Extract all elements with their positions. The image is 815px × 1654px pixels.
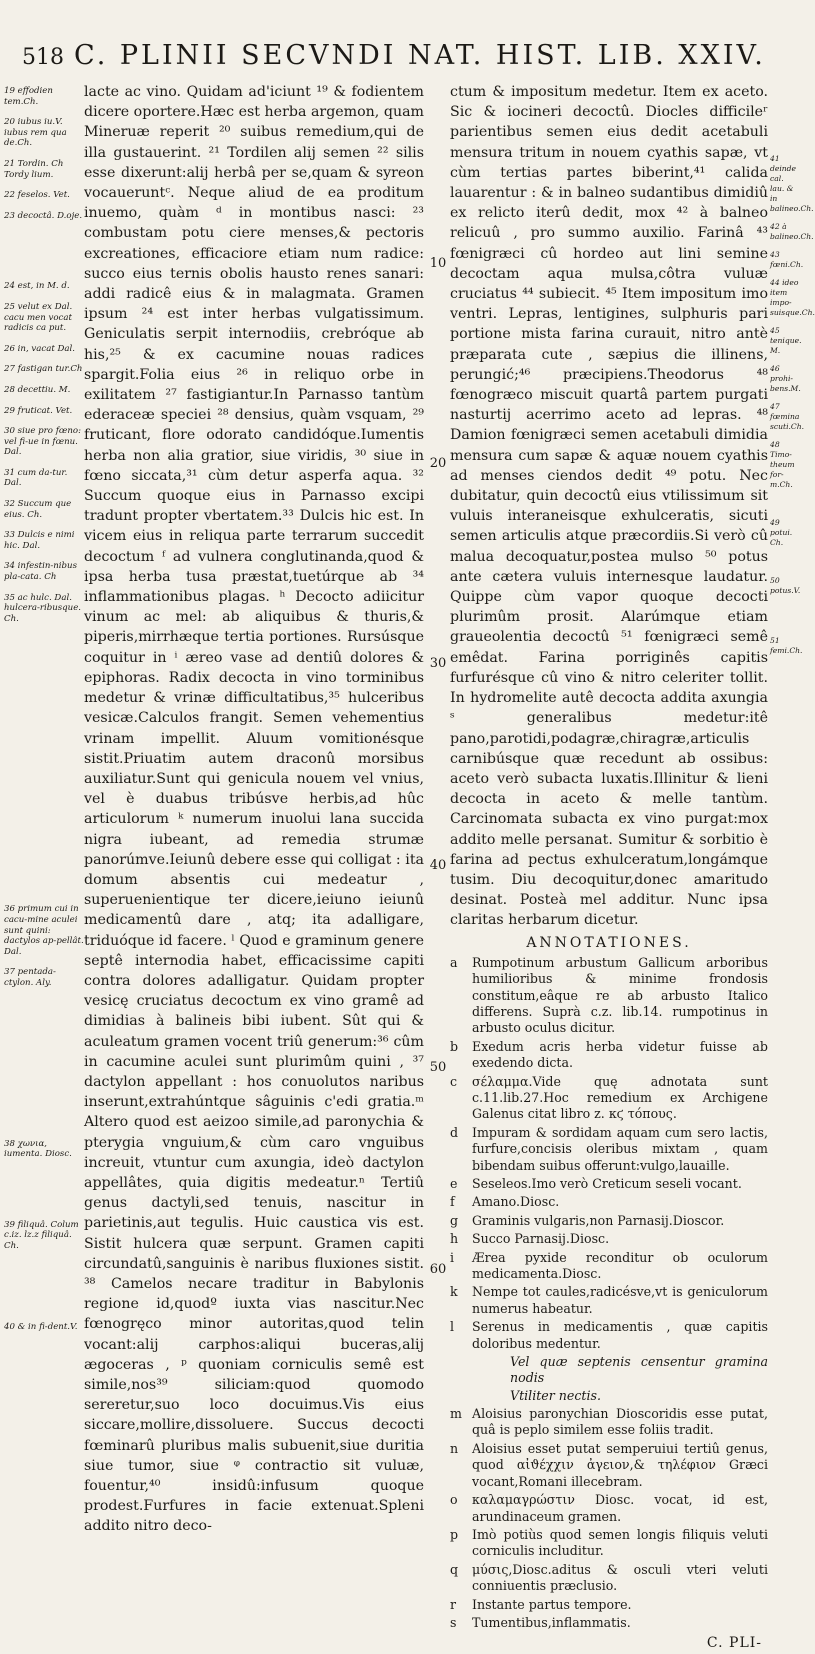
right-text-column bbox=[450, 82, 768, 1652]
annotation-letter: m bbox=[450, 1406, 462, 1422]
margin-note: 40 & in fi-dent.V. bbox=[4, 1321, 78, 1332]
annotation-text: Nempe tot caules,radicésve,vt is geniculorum numerus habeatur. bbox=[472, 1284, 768, 1316]
page-number: 518 bbox=[22, 45, 64, 70]
annotation-text: Imò potiùs quod semen longis filiquis veluti corniculis includitur. bbox=[472, 1526, 768, 1559]
annotation-letter: g bbox=[450, 1212, 459, 1228]
margin-note: 36 primum cui in cacu-mine aculei sunt quini: dactylos ap-pellât. Dal. bbox=[4, 904, 84, 957]
margin-note: 38 χωνια, iumenta. Diosc. bbox=[4, 1138, 72, 1160]
annotation-letter: h bbox=[450, 1231, 459, 1247]
margin-note: 44 ideo item impo-suisque.Ch. bbox=[770, 278, 815, 317]
page-header bbox=[22, 40, 782, 84]
annotation-item bbox=[450, 1527, 768, 1560]
annotation-item bbox=[450, 1562, 768, 1595]
annotation-text: σέλαμμα.Vide quę adnotata sunt c.11.lib.27.Hoc remedium ex Archigene Galenus citat libro z. κϛ τόπους. bbox=[472, 1073, 768, 1122]
annotation-letter: b bbox=[450, 1038, 459, 1054]
annotation-text: Amano.Diosc. bbox=[472, 1194, 560, 1210]
margin-note: 30 siue pro fœno: vel fi-ue in fœnu. Dal. bbox=[4, 426, 81, 458]
margin-note: 45 tenique. M. bbox=[770, 326, 802, 355]
line-number: 20 bbox=[429, 456, 447, 471]
margin-note: 41 deinde cal. lau. & in balineo.Ch. bbox=[770, 154, 814, 213]
margin-note: 35 ac hulc. Dal. hulcera-ribusque. Ch. bbox=[4, 592, 82, 624]
annotation-item bbox=[450, 1319, 768, 1352]
left-text-column bbox=[84, 82, 424, 1535]
margin-note: 33 Dulcis e nimi hic. Dal. bbox=[4, 530, 75, 551]
annotation-item bbox=[450, 1074, 768, 1123]
annotation-text: Seseleos.Imo verò Creticum seseli vocant. bbox=[472, 1176, 742, 1192]
annotation-text: Serenus in medicamentis , quæ capitis doloribus medentur. bbox=[472, 1319, 768, 1351]
annotation-letter: e bbox=[450, 1176, 458, 1192]
line-number: 50 bbox=[429, 1060, 447, 1075]
annotation-item bbox=[450, 1284, 768, 1317]
annotation-item bbox=[450, 1597, 768, 1613]
margin-note: 31 cum da-tur. Dal. bbox=[4, 467, 68, 489]
annotation-poem-line: Vtiliter nectis. bbox=[510, 1388, 601, 1404]
margin-note: 42 à balineo.Ch. bbox=[770, 222, 814, 241]
annotation-letter: d bbox=[450, 1124, 459, 1140]
annotation-letter: q bbox=[450, 1561, 459, 1577]
catchword: C. PLI- bbox=[706, 1635, 762, 1652]
annotation-text: Aloisius paronychian Dioscoridis esse putat, quâ is peplo similem esse foliis tradit. bbox=[472, 1406, 768, 1438]
margin-note: 48 Timo-theum for-m.Ch. bbox=[770, 440, 795, 489]
annotation-letter: c bbox=[450, 1073, 458, 1089]
margin-note: 20 iubus iu.V. iubus rem qua de.Ch. bbox=[4, 117, 67, 149]
margin-note: 26 in, vacat Dal. bbox=[4, 343, 76, 354]
margin-note: 34 infestin-nibus pla-cata. Ch bbox=[4, 561, 77, 583]
margin-note: 51 femi.Ch. bbox=[770, 636, 803, 655]
line-number: 40 bbox=[429, 858, 447, 873]
annotation-text: Ærea pyxide reconditur ob oculorum medicamenta.Diosc. bbox=[472, 1249, 768, 1282]
annotation-item bbox=[450, 1176, 768, 1192]
margin-note: 23 decoctâ. D.oje. bbox=[4, 210, 83, 221]
margin-note: 43 fœni.Ch. bbox=[770, 250, 804, 269]
annotation-item bbox=[450, 955, 768, 1037]
annotation-text: Succo Parnasij.Diosc. bbox=[472, 1231, 610, 1247]
body-text: ctum & impositum medetur. Item ex aceto. Sic & iocineri decoctû. Diocles difficileʳ parientibus semen eius dedit acetabuli mensura tritum in nouem cyathis sapæ, vt cùm tertias partes biberint,⁴¹ calida lauarentur : & in balneo sudantibus dimidiû ex relicto iterû dedit, mox ⁴² à balneo relicuû , pro summo auxilio. Farinâ ⁴³ fœnigræci cû hordeo aut lini semine decoctam aqua mulsa,côtra vuluæ cruciatus ⁴⁴ subiecit. ⁴⁵ Item impositum imo ventri. Lepras, lentigines, sulphuris pari portione mista farina curauit, nitro antè præparata cute , sæpius die illinens, perungić;⁴⁶ præcipiens.Theodorus ⁴⁸ fœnogræco miscuit quartâ partem purgati nasturtij acerrimo aceto ad lepras. ⁴⁸ Damion fœnigræci semen acetabuli dimidia mensura cum sapæ & aquæ nouem cyathis ad menses ciendos dedit ⁴⁹ potu. Nec dubitatur, quin decoctû eius vtilissimum sit vuluis interaneisque exhulceratis, sicuti semen articulis atque præcordiis.Si verò cû malua decoquatur,postea mulso ⁵⁰ potus ante cætera vuluis internesque laudatur. Quippe cùm vapor quoque decocti plurimûm prosit. Alarúmque etiam graueolentia decoctû ⁵¹ fœnigræci semê emêdat. Farina porriginês capitis furfurésque cû vino & nitro celeriter tollit. In hydromelite autê decocta addita axungia ˢ generalibus medetur:itê pano,parotidi,podagræ,chiragræ,articulis carnibúsque quæ recedunt ab ossibus: aceto verò subacta luxatis.Illinitur & lieni decocta in aceto & melle tantùm. Carcinomata subacta ex vino purgat:mox addito melle persanat. Sumitur & sorbitio è farina ad pectus exhulceratum,longámque tusim. Diu decoquitur,donec amaritudo desinat. Posteà mel additur. Nunc ipsa claritas herbarum dicetur. bbox=[450, 84, 768, 929]
annotation-letter: s bbox=[450, 1614, 457, 1630]
annotation-letter: l bbox=[450, 1319, 455, 1335]
margin-note: 22 feselos. Vet. bbox=[4, 190, 70, 201]
margin-note: 25 velut ex Dal. cacu men vocat radicis ca put. bbox=[4, 301, 73, 334]
margin-note: 32 Succum que eius. Ch. bbox=[4, 499, 72, 520]
annotations-heading: ANNOTATIONES. bbox=[526, 934, 692, 951]
margin-note: 50 potus.V. bbox=[770, 576, 801, 595]
annotation-item bbox=[450, 1231, 768, 1247]
annotation-text: Rumpotinum arbustum Gallicum arboribus humilioribus & minime frondosis constitum,eâque re ab arbusto Italico differens. Suprà c.z. lib.14. rumpotinus in arbusto oculus dicitur. bbox=[472, 954, 768, 1036]
annotation-text: Impuram & sordidam aquam cum sero lactis, furfure,concisis oleribus mixtam , quam bibendam suibus offerunt:vulgo,lauaille. bbox=[472, 1124, 768, 1173]
annotation-item bbox=[450, 1250, 768, 1283]
annotation-text: Instante partus tempore. bbox=[472, 1596, 632, 1612]
margin-note: 49 potui. Ch. bbox=[770, 518, 793, 547]
annotation-text: Graminis vulgaris,non Parnasij.Dioscor. bbox=[472, 1212, 725, 1228]
annotation-letter: k bbox=[450, 1284, 458, 1300]
annotation-text: Aloisius esset putat semperuiui tertiû genus, quod αἰϑέχχιν ἀγειον,& τηλέφιον Græci vocant,Romani illecebram. bbox=[472, 1440, 768, 1489]
margin-note: 46 prohi-bens.M. bbox=[770, 364, 801, 393]
annotation-item bbox=[450, 1441, 768, 1490]
annotation-item bbox=[450, 1406, 768, 1439]
margin-note: 39 filiquâ. Colum c.iz. lz.z filiquâ. Ch. bbox=[4, 1219, 79, 1251]
annotation-text: καλαμαγρώστιν Diosc. vocat, id est, arundinaceum gramen. bbox=[472, 1492, 768, 1524]
body-text: lacte ac vino. Quidam ad'iciunt ¹⁹ & fodientem dicere oportere.Hæc est herba argemon, quam Mineruæ reperit ²⁰ suibus remedium,qui de illa gustauerint. ²¹ Tordilen alij semen ²² silis esse dixerunt:alij herbâ per se,quam & syreon vocaueruntᶜ. Neque aliud de ea proditum inuemo, quàm ᵈ in montibus nasci: ²³ combustam potu ciere menses,& pectoris excreationes, efficaciore etiam num radice: succo eius ternis obolis hausto renes sanari: addi radicê eius & in malagmata. Gramen ipsum ²⁴ est inter herbas vulgatissimum. Geniculatis serpit internodiis, crebróque ab his,²⁵ & ex cacumine nouas radices spargit.Folia eius ²⁶ in reliquo orbe in exilitatem ²⁷ fastigiantur.In Parnasso tantùm ederaceæ speciei ²⁸ densius, quàm vsquam, ²⁹ fruticant, flore odorato candidóque.Iumentis herba non alia gratior, siue viridis, ³⁰ siue in fœno siccata,³¹ cùm detur asperfa aqua. ³² Succum quoque eius in Parnasso excipi tradunt propter vbertatem.³³ Dulcis hic est. In vicem eius in reliqua parte terrarum succedit decoctum ᶠ ad vulnera conglutinanda,quod & ipsa herba tusa præstat,tuetúrque ab ³⁴ inflammationibus plagas. ʰ Decocto adiicitur vinum ac mel: ab aliquibus & thuris,& piperis,mirrhæque tertia portiones. Rursúsque coquitur in ⁱ æreo vase ad dentiû dolores & epiphoras. Radix decocta in vino torminibus medetur & vrinæ difficultatibus,³⁵ hulceribus vesicæ.Calculos frangit. Semen vehementius vrinam impellit. Aluum vomitionésque sistit.Priuatim autem draconû morsibus auxiliatur.Sunt qui genicula nouem vel vnius, vel è duabus tribúsve herbis,ad hûc articulorum ᵏ numerum inuolui lana succida nigra iubeant, ad remedia strumæ panorúmve.Ieiunû debere esse qui colligat : ita domum absentis cui medeatur , superuenientique ter dicere,ieiuno ieiunû medicamentû dare , atq; ita adalligare, triduóque id facere. ˡ Quod e graminum genere septê internodia habet, efficacissime capiti contra dolores adalligatur. Quidam propter vesicę cruciatus decoctum ex vino gramê ad dimidias à balineis bibi iubent. Sût qui & aculeatum gramen vocent triû generum:³⁶ cûm in cacumine aculei sunt plurimûm quini , ³⁷ dactylon appellant : hos conuolutos naribus inserunt,extrahúntque sâguinis c'edi gratia.ᵐ Altero quod est aeizoo simile,ad paronychia & pterygia vnguium,& cùm caro vnguibus increuit, vtuntur cum axungia, ideò dactylon appellâtes, quia digitis medeatur.ⁿ Tertiû genus dactyli,sed tenuis, nascitur in parietinis,aut tegulis. Huic caustica vis est. Sistit hulcera quæ serpunt. Gramen capiti circundatû,sanguinis è naribus fluxiones sistit. ³⁸ Camelos necare traditur in Babylonis regione id,quodº iuxta vias nascitur.Nec fœnogręco minor autoritas,quod telin vocant:alij carphos:aliqui buceras,alij ægoceras , ᵖ quoniam corniculis semê est simile,nos³⁹ siliciam:quod quomodo sereretur,suo loco docuimus.Vis eius siccare,mollire,dissoluere. Succus decocti fœminarû pluribus malis subuenit,siue duritia siue tumor, siue ᵠ contractio sit vuluæ, fouentur,⁴⁰ insidû:infusum quoque prodest.Furfures in facie extenuat.Spleni addito nitro deco- bbox=[84, 84, 424, 1535]
annotation-item bbox=[450, 1125, 768, 1174]
annotation-item bbox=[450, 1194, 768, 1210]
margin-note: 21 Tordin. Ch Tordy lium. bbox=[4, 158, 64, 180]
running-head: C. PLINII SECVNDI NAT. HIST. LIB. XXIV. bbox=[74, 40, 766, 71]
annotation-letter: a bbox=[450, 954, 458, 970]
annotation-item bbox=[450, 1492, 768, 1525]
annotation-item bbox=[450, 1213, 768, 1229]
annotation-letter: n bbox=[450, 1440, 459, 1456]
margin-note: 28 decettiu. M. bbox=[4, 384, 71, 395]
annotation-letter: f bbox=[450, 1194, 455, 1210]
annotation-letter: r bbox=[450, 1596, 457, 1612]
annotation-letter: o bbox=[450, 1492, 458, 1508]
annotation-item bbox=[450, 1039, 768, 1072]
margin-note: 24 est, in M. d. bbox=[4, 281, 70, 292]
annotation-text: Exedum acris herba videtur fuisse ab exedendo dicta. bbox=[472, 1038, 768, 1071]
margin-note: 37 pentada-ctylon. Aly. bbox=[4, 967, 56, 988]
margin-note: 29 fruticat. Vet. bbox=[4, 405, 73, 416]
right-margin-notes bbox=[770, 140, 815, 1280]
left-margin-notes bbox=[4, 84, 84, 1404]
annotation-letter: i bbox=[450, 1249, 455, 1265]
annotation-text: Tumentibus,inflammatis. bbox=[472, 1614, 631, 1630]
annotation-item bbox=[450, 1615, 768, 1631]
line-number: 60 bbox=[429, 1262, 447, 1277]
margin-note: 47 fœmina scuti.Ch. bbox=[770, 402, 805, 431]
annotation-text: μύσις,Diosc.aditus & osculi vteri veluti conniuentis præclusio. bbox=[472, 1561, 768, 1594]
annotation-poem-line: Vel quæ septenis censentur gramina nodis bbox=[510, 1354, 768, 1386]
annotation-letter: p bbox=[450, 1526, 459, 1542]
margin-note: 19 effodien tem.Ch. bbox=[4, 86, 53, 107]
line-number: 10 bbox=[429, 256, 447, 271]
margin-note: 27 fastigan tur.Ch bbox=[4, 364, 83, 375]
line-number: 30 bbox=[429, 656, 447, 671]
